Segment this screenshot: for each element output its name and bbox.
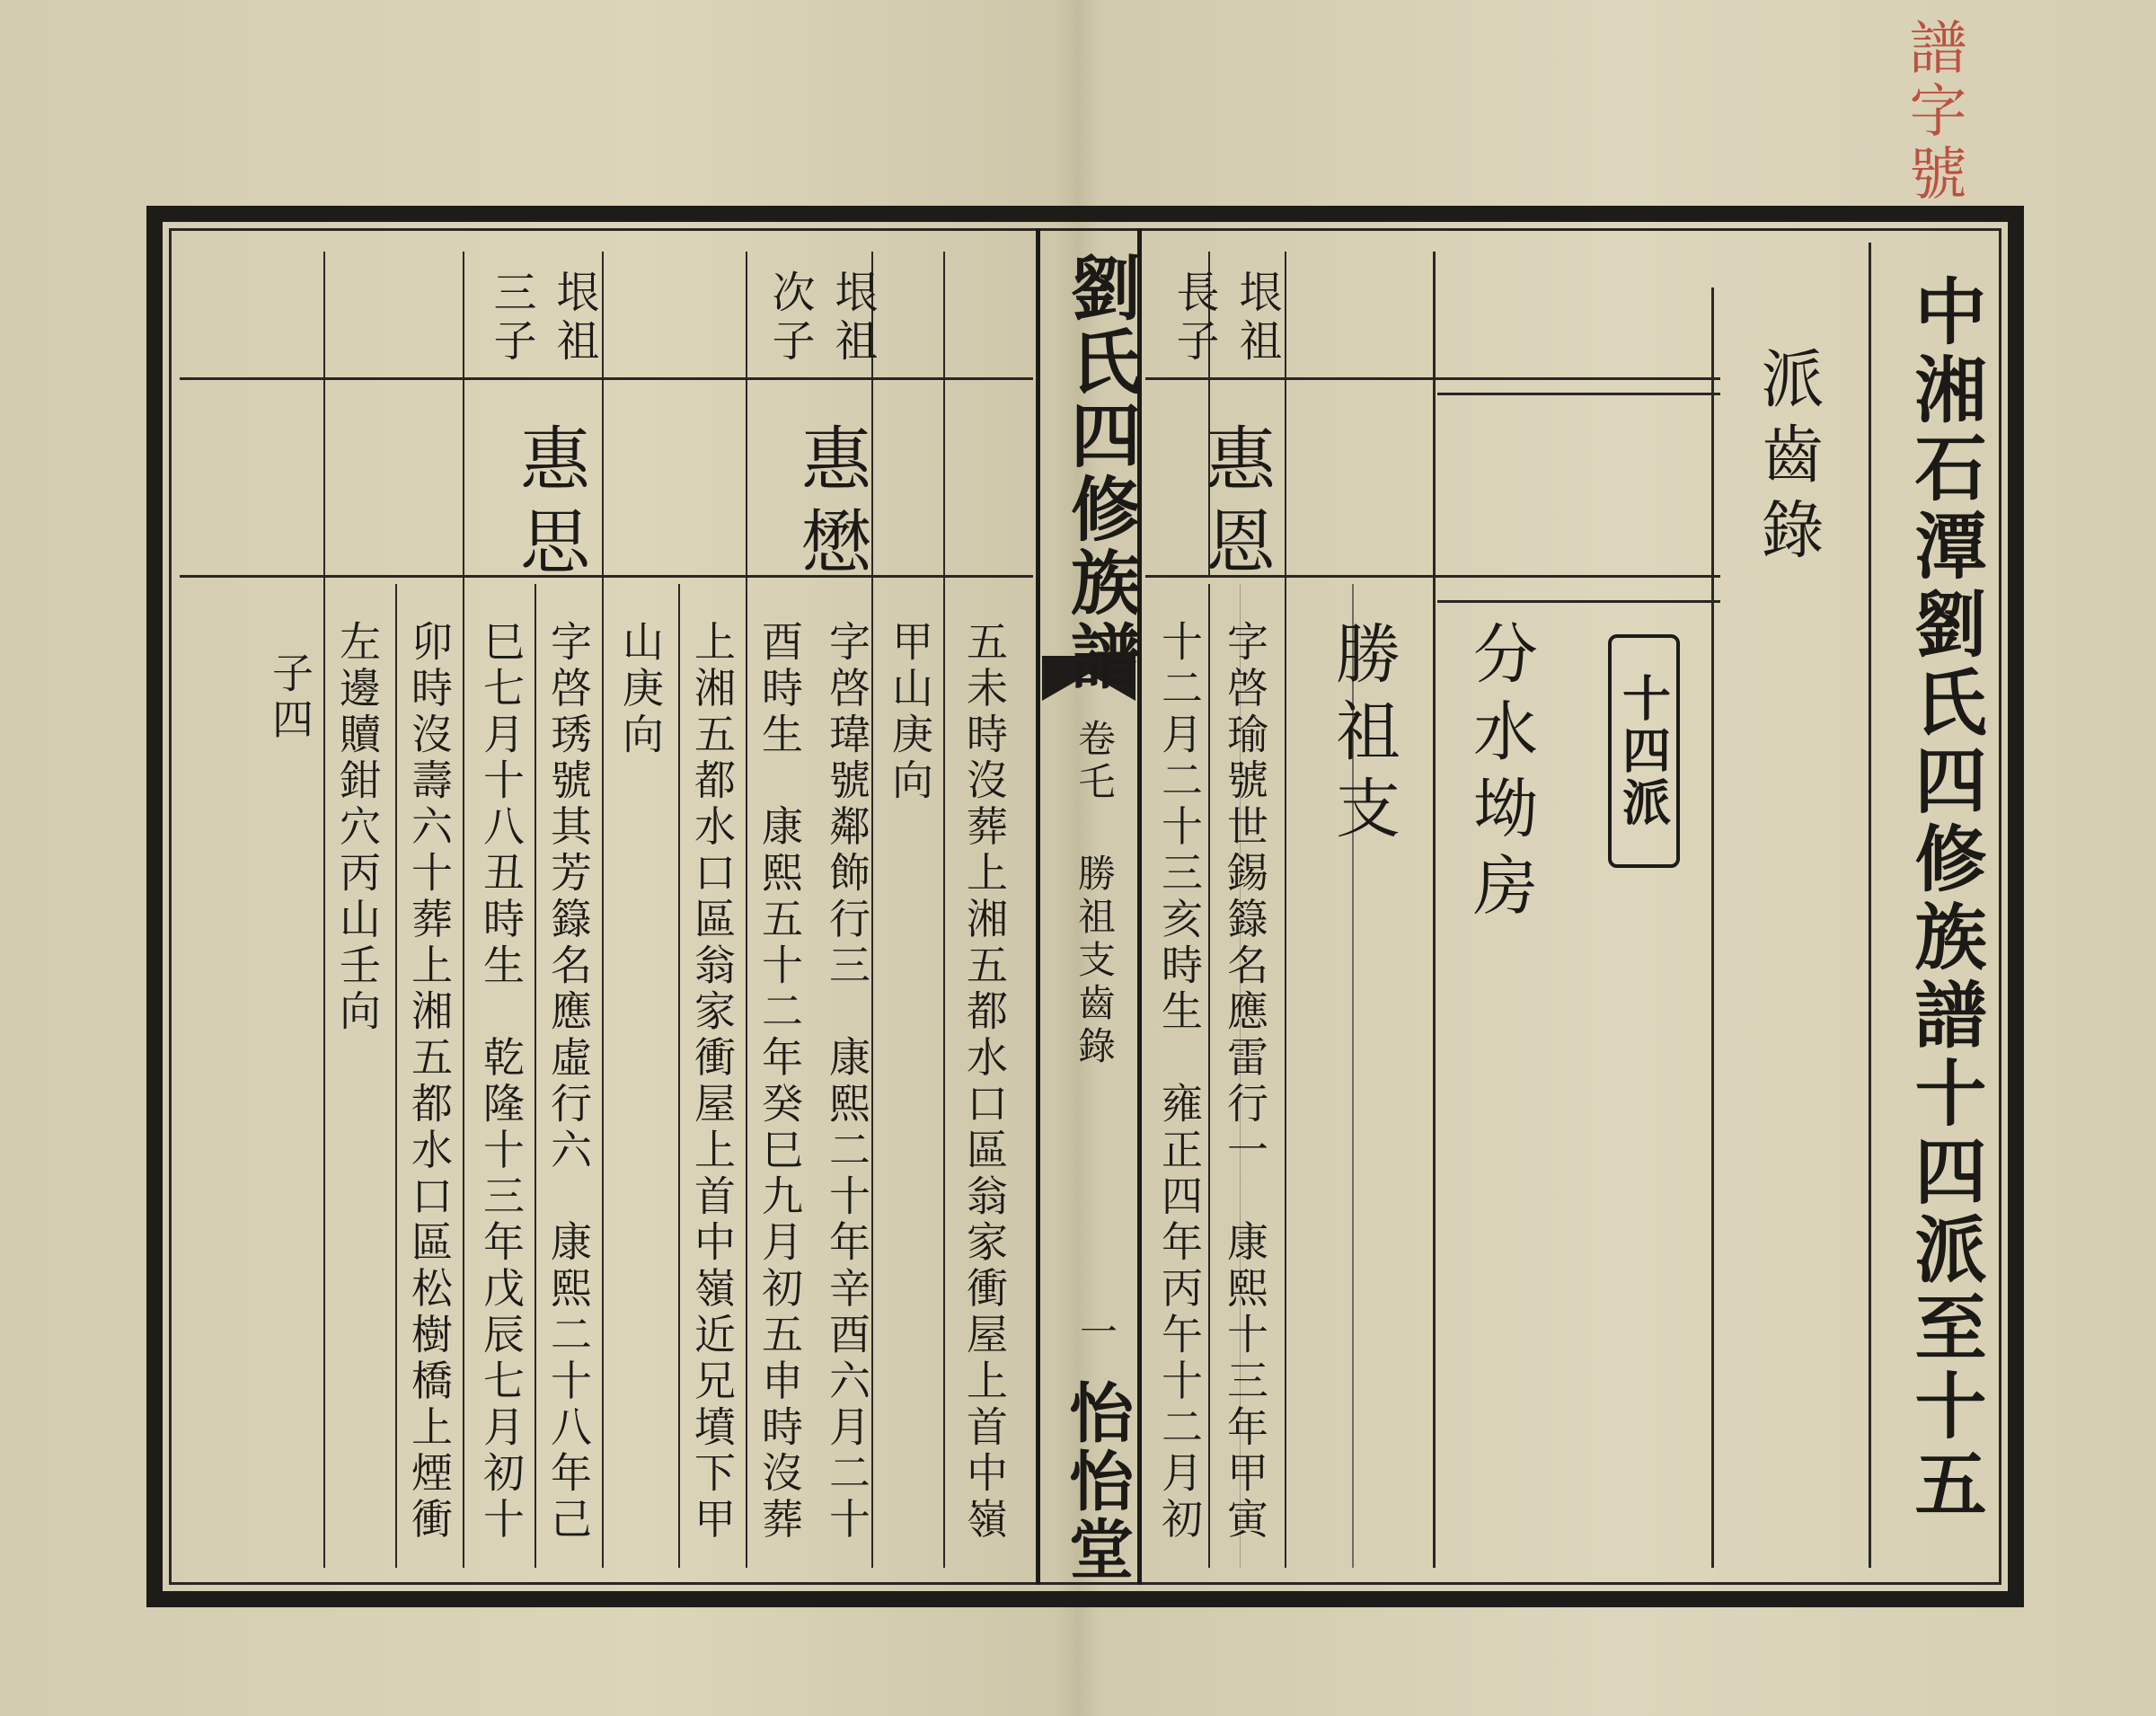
spine-title: 劉氏四修族譜	[1059, 252, 1141, 694]
entry-text-col: 左邊贖鉗穴丙山壬向	[333, 620, 382, 1036]
relation-top: 垠祖	[1232, 270, 1282, 367]
col-divider	[1208, 584, 1210, 1568]
entry-text-col: 子四	[266, 651, 314, 744]
entry-text-col: 甲山庚向	[886, 620, 934, 805]
generation-badge: 十四派	[1608, 634, 1680, 868]
col-divider	[1433, 252, 1436, 1568]
branch-heading: 分水坳房	[1462, 620, 1538, 929]
entry-text-col: 五未時沒葬上湘五都水口區翁家衝屋上首中嶺	[960, 620, 1009, 1544]
entry-text-col: 上湘五都水口區翁家衝屋上首中嶺近兄墳下甲	[688, 620, 737, 1544]
spine-section: 勝祖支齒錄	[1073, 854, 1117, 1069]
spine-page-number: 一	[1074, 1312, 1118, 1355]
person-name: 惠懋	[790, 422, 870, 588]
col-divider	[678, 584, 680, 1568]
entry-text-col: 卯時沒壽六十葬上湘五都水口區松樹橋上煙衝	[405, 620, 454, 1544]
person-name: 惠恩	[1194, 422, 1275, 588]
rule-right-section2	[1437, 600, 1720, 603]
relation-top: 垠祖	[549, 270, 599, 367]
col-divider	[1869, 243, 1871, 1568]
relation-bottom: 次子	[764, 270, 815, 367]
entry-text-col: 山庚向	[616, 620, 665, 759]
col-divider	[1285, 252, 1286, 1568]
col-divider	[746, 252, 747, 1568]
col-divider	[602, 252, 604, 1568]
running-title: 中湘石潭劉氏四修族譜十四派至十五	[1903, 274, 1987, 1525]
entry-text-col: 十二月二十三亥時生 雍正四年丙午十二月初	[1155, 620, 1204, 1544]
col-divider	[535, 584, 536, 1568]
relation-top: 垠祖	[827, 270, 878, 367]
section-heading: 派齒錄	[1751, 346, 1825, 572]
entry-text-col: 巳七月十八丑時生 乾隆十三年戊辰七月初十	[477, 620, 526, 1544]
col-divider	[1711, 287, 1714, 1568]
subbranch-heading: 勝祖支	[1325, 620, 1401, 852]
rule-left-top	[180, 377, 1033, 380]
relation-bottom: 三子	[486, 270, 536, 367]
col-divider	[323, 252, 325, 1568]
spine-volume: 卷乇	[1073, 719, 1117, 805]
relation-bottom: 長子	[1169, 270, 1219, 367]
rule-right-section	[1437, 393, 1720, 395]
entry-text-col: 字啓瑜號世錫籙名應雷行一 康熙十三年甲寅	[1221, 620, 1269, 1544]
col-divider	[943, 252, 945, 1568]
entry-text-col: 字啓琇號其芳籙名應虛行六 康熙二十八年己	[544, 620, 593, 1544]
red-seal-stamp: 譜 字 號	[1909, 16, 1967, 208]
entry-text-col: 酉時生 康熙五十二年癸巳九月初五申時沒葬	[755, 620, 804, 1544]
person-name: 惠思	[508, 422, 589, 588]
spine-hall-name: 怡怡堂	[1058, 1379, 1135, 1584]
entry-text-col: 字啓瑋號鄰飾行三 康熙二十年辛酉六月二十	[823, 620, 871, 1544]
col-divider	[463, 252, 464, 1568]
col-divider	[395, 584, 397, 1568]
rule-left-mid	[180, 575, 1033, 578]
